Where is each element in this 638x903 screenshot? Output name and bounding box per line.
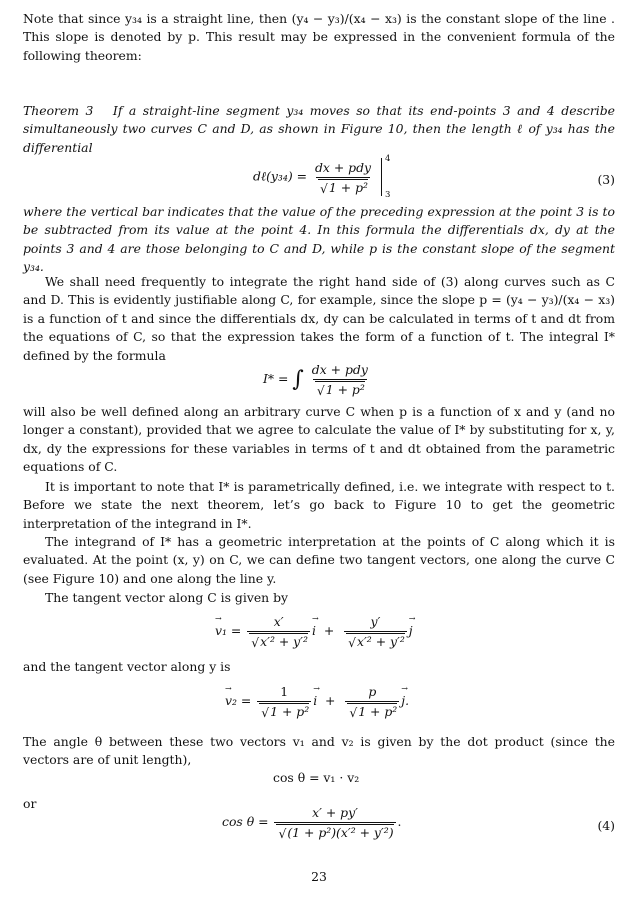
equation-integral: I* = ∫ dx + pdy √ 1 + p²	[263, 362, 372, 397]
equation-number-4: (4)	[597, 818, 615, 833]
equation-4: cos θ = x′ + py′ √ (1 + p²)(x′² + y′²) .	[222, 805, 401, 840]
equation-number-3: (3)	[597, 172, 615, 187]
paragraph-angle: The angle θ between these two vectors v₁ and v₂ is given by the dot product (since the vectors are of unit length),	[23, 734, 615, 768]
theorem-3	[23, 102, 615, 157]
equation-v2: → v₂ = 1 √ 1 + p² → i + p √ 1 + p² → j.	[225, 684, 409, 719]
paragraph-tangent-c: The tangent vector along C is given by	[45, 590, 289, 605]
evaluation-bar: 4 3	[381, 158, 382, 196]
paragraph-integration: We shall need frequently to integrate the right hand side of (3) along curves such as C and D. This is evidently justifiable along C, for example, since the slope p = (y₄ − y₃)/(x₄ − x₃) is a function of t and since the differentials dx, dy can be calculated in terms of t and dt from the equations of C, so that the expression takes the form of a function of t. The integral I* defined by the formula	[23, 274, 615, 363]
equation-v1: → v₁ = x′ √ x′² + y′² → i + y′ √ x′² + y′² → j	[215, 614, 413, 649]
equation-3-lhs: dℓ(y₃₄) =	[253, 168, 308, 184]
integral-sign: ∫	[292, 367, 304, 392]
connector-or: or	[23, 796, 37, 811]
paragraph-definition: will also be well defined along an arbitrary curve C when p is a function of x and y (and no longer a constant), provided that we agree to calculate the value of I* by substituting for x, y, dx, dy the expressions for these variables in terms of t and dt obtained from the parametric equations of C.	[23, 404, 615, 475]
paragraph-geometric: The integrand of I* has a geometric interpretation at the points of C along which it is evaluated. At the point (x, y) on C, we can define two tangent vectors, one along the curve C (see Figure 10) and one along the line y.	[23, 534, 615, 586]
paragraph-tangent-y: and the tangent vector along y is	[23, 659, 231, 674]
equation-3-fraction: dx + pdy √ 1 + p²	[313, 160, 373, 195]
equation-cos-dot: cos θ = v₁ · v₂	[273, 770, 360, 785]
paragraph-parametric: It is important to note that I* is parametrically defined, i.e. we integrate with respect to t. Before we state the next theorem, let’s go back to Figure 10 to get the geometric interpretation of the integrand in I*.	[23, 479, 615, 531]
page-number: 23	[311, 869, 327, 884]
equation-3	[253, 154, 391, 200]
theorem-label: Theorem 3	[23, 103, 94, 118]
theorem-text: If a straight-line segment y₃₄ moves so that its end-points 3 and 4 describe simultaneously two curves C and D, as shown in Figure 10, then the length ℓ of y₃₄ has the differential	[23, 103, 615, 155]
theorem-continuation: where the vertical bar indicates that the value of the preceding expression at the point 3 is to be subtracted from its value at the point 4. In this formula the differentials dx, dy at the points 3 and 4 are those belonging to C and D, while p is the constant slope of the segment y₃₄.	[23, 204, 615, 275]
paragraph-intro: Note that since y₃₄ is a straight line, then (y₄ − y₃)/(x₄ − x₃) is the constant slope of the line . This slope is denoted by p. This result may be expressed in the convenient formula of the following theorem:	[23, 11, 615, 63]
